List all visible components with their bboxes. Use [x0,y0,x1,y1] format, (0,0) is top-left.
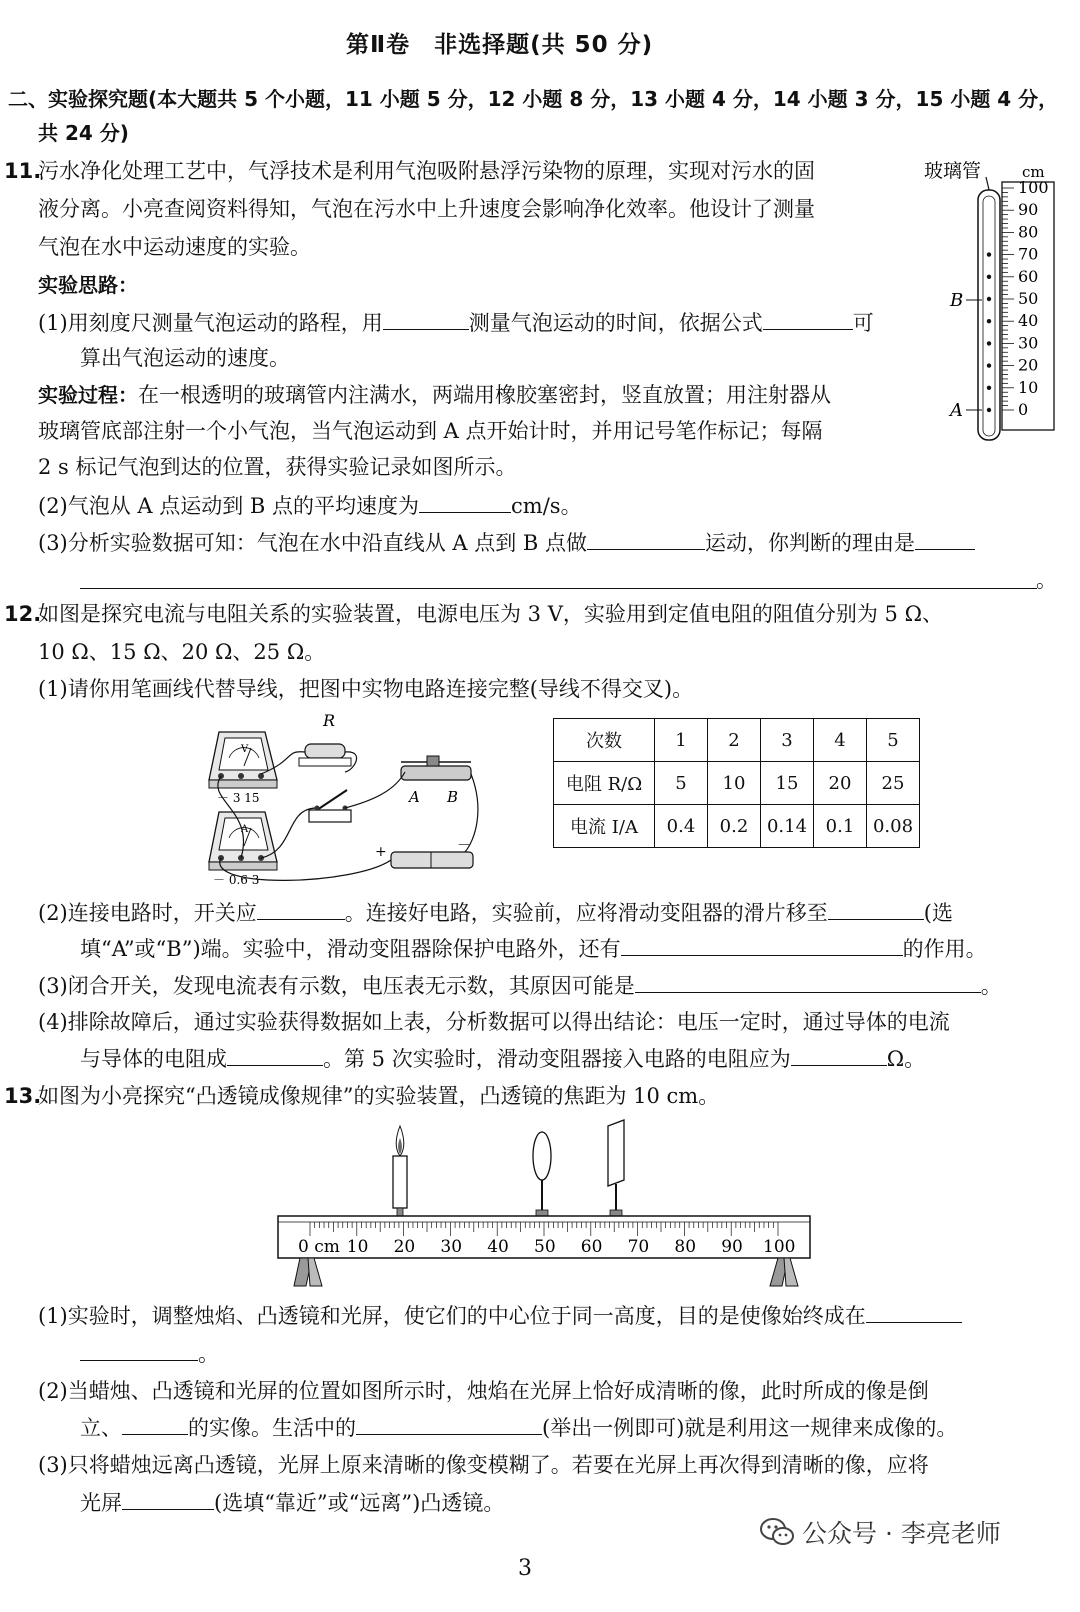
q13-p2-text-c: (举出一例即可)就是利用这一规律来成像的。 [542,1416,958,1440]
q12-p2-text-c: (选 [923,901,953,925]
q11-glass-tube [978,190,1000,440]
q11-process-line3: 2 s 标记气泡到达的位置，获得实验记录如图所示。 [38,455,517,479]
table-cell: 0.08 [867,805,920,848]
bench-scale-label: 70 [627,1237,650,1257]
rheostat-terminal-a: A [409,788,420,806]
bench-scale-label: 50 [534,1237,556,1257]
q13-p3-blank[interactable] [122,1487,214,1510]
q13-part3-line2 [80,1487,504,1518]
q11-idea-label: 实验思路： [38,273,138,297]
ruler-tick-label: 70 [1018,244,1039,264]
table-cell: 4 [814,719,867,762]
q12-part1: (1)请你用笔画线代替导线，把图中实物电路连接完整(导线不得交叉)。 [38,677,694,701]
q13-p1-blank2[interactable] [80,1338,198,1361]
table-cell: 5 [655,762,708,805]
q13-part2-line2 [80,1412,957,1443]
q13-p2-text-a: 立、 [80,1416,122,1440]
table-cell: 5 [867,719,920,762]
ruler-tick-label: 80 [1018,222,1039,242]
bench-scale-label: 40 [487,1237,509,1257]
rheostat-terminal-b: B [447,788,459,806]
table-cell: 20 [814,762,867,805]
table-row [554,762,920,805]
battery [375,838,473,868]
q12-p2-blank1[interactable] [257,897,345,920]
q11-process-line2: 玻璃管底部注射一个小气泡，当气泡运动到 A 点开始计时，并用记号笔作标记；每隔 [38,419,823,443]
q11-stem-line3: 气泡在水中运动速度的实验。 [38,235,311,259]
q13-p3-text-a: 光屏 [80,1491,122,1515]
q11-part2 [38,490,582,521]
q11-p1-text-a: (1)用刻度尺测量气泡运动的路程，用 [38,311,383,335]
q11-p1-blank2[interactable] [763,307,853,330]
ruler-tick-label: 90 [1018,200,1039,220]
bench-scale-label: 10 [346,1237,369,1257]
q11-p2-text-a: (2)气泡从 A 点运动到 B 点的平均速度为 [38,494,420,518]
q13-p1-text-a: (1)实验时，调整烛焰、凸透镜和光屏，使它们的中心位于同一高度，目的是使像始终成在 [38,1304,866,1328]
voltmeter [209,732,277,805]
q12-data-table [553,718,920,848]
q12-p2-text-b: 。连接好电路，实验前，应将滑动变阻器的滑片移至 [344,901,828,925]
table-cell: 10 [708,762,761,805]
ruler-tick-label: 60 [1018,266,1039,286]
table-cell: 0.4 [655,805,708,848]
q11-p1-blank1[interactable] [383,307,469,330]
q11-p3-answer-line[interactable] [80,566,1037,589]
bench-scale-label: 90 [721,1237,743,1257]
q12-part4-line2 [80,1043,925,1074]
q11-p3-text-a: (3)分析实验数据可知：气泡在水中沿直线从 A 点到 B 点做 [38,531,588,555]
ruler-tick-label: 50 [1018,289,1039,308]
q11-part3 [38,527,975,558]
q12-p3-blank[interactable] [635,970,981,993]
q12-p4-text-a: 与导体的电阻成 [80,1047,227,1071]
table-cell: 1 [655,719,708,762]
q12-part3 [38,970,1002,1001]
table-row [554,719,920,762]
ruler-tick-label: 20 [1018,355,1039,375]
q11-number: 11. [4,159,42,183]
table-cell: 0.14 [761,805,814,848]
q11-ruler-unit: cm [1022,163,1045,181]
bubble-mark [987,252,991,256]
q12-p2-blank3[interactable] [621,933,903,956]
q13-number: 13. [4,1084,42,1108]
table-cell: 2 [708,719,761,762]
q11-p2-text-b: cm/s。 [511,494,582,518]
bubble-mark [987,386,991,390]
q11-p2-blank[interactable] [419,490,511,513]
q11-point-b-label: B [950,290,964,311]
q12-p2-blank2[interactable] [828,897,924,920]
q11-process-line1 [38,380,831,410]
q13-part2-line1: (2)当蜡烛、凸透镜和光屏的位置如图所示时，烛焰在光屏上恰好成清晰的像，此时所成的像是倒 [38,1379,929,1403]
bench-scale-label: 60 [580,1237,603,1257]
ruler-tick-label: 100 [1018,178,1049,197]
q13-part3-line1: (3)只将蜡烛远离凸透镜，光屏上原来清晰的像变模糊了。若要在光屏上再次得到清晰的像，应将 [38,1453,929,1477]
q13-part1-line2 [80,1338,219,1369]
q12-circuit-figure [205,710,485,890]
bubble-mark [987,408,991,412]
table-cell: 次数 [554,719,655,762]
q12-stem-line2: 10 Ω、15 Ω、20 Ω、25 Ω。 [38,640,326,664]
q12-p3-text-b: 。 [980,974,1002,998]
q11-p3-blank2[interactable] [915,527,975,550]
light-screen [608,1120,624,1216]
q11-end-mark: 。 [1036,568,1057,592]
table-row [554,805,920,848]
section-title: 第Ⅱ卷 非选择题(共 50 分) [346,32,654,58]
bubble-mark [987,275,991,279]
q12-p4-text-b: 。第 5 次实验时，滑动变阻器接入电路的电阻应为 [323,1047,791,1071]
q11-p1-text-b: 测量气泡运动的时间，依据公式 [468,311,763,335]
table-cell: 3 [761,719,814,762]
convex-lens [533,1132,551,1216]
table-cell: 0.1 [814,805,867,848]
bubble-mark [987,363,991,367]
part2-heading: 二、实验探究题(本大题共 5 个小题，11 小题 5 分，12 小题 8 分，13 小题 4 分，14 小题 3 分，15 小题 4 分， [8,87,1059,111]
watermark [760,1514,1001,1550]
part2-heading-cont: 共 24 分) [38,121,129,145]
q12-number: 12. [4,602,42,626]
bench-scale-label: 100 [763,1237,796,1257]
fixed-resistor [299,711,351,766]
q12-part2-line2 [80,933,987,964]
ruler-tick-label: 40 [1018,311,1039,331]
q12-p4-text-c: Ω。 [886,1047,926,1071]
ammeter-terminals: － 0.6 3 [213,873,260,887]
q13-p2-blank1[interactable] [122,1412,188,1435]
q11-stem-line2: 液分离。小亮查阅资料得知，气泡在污水中上升速度会影响净化效率。他设计了测量 [38,197,815,221]
q13-p1-text-b: 。 [198,1342,219,1366]
q12-p4-blank2[interactable] [791,1043,887,1066]
table-cell: 25 [867,762,920,805]
q13-stem: 如图为小亮探究“凸透镜成像规律”的实验装置，凸透镜的焦距为 10 cm。 [38,1084,720,1108]
bubble-mark [987,341,991,345]
bench-scale-label: 20 [393,1237,416,1257]
q13-optical-bench-figure [270,1118,830,1296]
bubble-mark [987,319,991,323]
battery-plus: + [375,844,387,860]
bench-scale-label: 80 [674,1237,697,1257]
q13-p3-text-b: (选填“靠近”或“远离”)凸透镜。 [214,1491,505,1515]
table-cell: 电流 I/A [554,805,655,848]
table-cell: 0.2 [708,805,761,848]
ruler-tick-label: 10 [1018,377,1039,397]
q13-p1-blank1[interactable] [866,1300,962,1323]
table-cell: 15 [761,762,814,805]
q13-part1 [38,1300,962,1331]
q12-part4-line1: (4)排除故障后，通过实验获得数据如上表，分析数据可以得出结论：电压一定时，通过导体的电流 [38,1010,950,1034]
bubble-mark [987,297,991,301]
candle [393,1126,407,1216]
q11-stem-line1: 污水净化处理工艺中，气浮技术是利用气泡吸附悬浮污染物的原理，实现对污水的固 [38,159,815,183]
watermark-text: 公众号 · 李亮老师 [802,1519,1001,1548]
rheostat [401,756,471,806]
bench-scale-label: 30 [440,1237,463,1257]
q11-p3-text-b: 运动，你判断的理由是 [705,531,916,555]
bench-scale-label: 0 cm [298,1237,340,1257]
q12-p2-l2-text-b: 的作用。 [902,937,987,961]
resistor-label: R [323,711,336,730]
q11-tube-figure [920,152,1060,452]
q12-p3-text-a: (3)闭合开关，发现电流表有示数，电压表无示数，其原因可能是 [38,974,635,998]
ruler-tick-label: 0 [1018,400,1029,419]
q11-point-a-label: A [950,400,963,421]
voltmeter-terminals: － 3 15 [217,791,260,805]
battery-minus: － [457,838,471,854]
q13-p2-text-b: 的实像。生活中的 [188,1416,356,1440]
wechat-icon [760,1517,794,1547]
q13-p2-blank2[interactable] [356,1412,542,1435]
q11-process-label: 实验过程： [38,383,138,407]
switch [309,790,351,822]
q11-p1-text-c: 可 [852,311,874,335]
q11-p3-blank1[interactable] [587,527,705,550]
q11-tube-label: 玻璃管 [924,160,982,182]
page-number: 3 [518,1556,532,1581]
ruler-tick-label: 30 [1018,333,1039,353]
q11-part1 [38,307,874,338]
q12-p2-text-a: (2)连接电路时，开关应 [38,901,257,925]
q12-p4-blank1[interactable] [227,1043,323,1066]
q12-part2 [38,897,953,928]
q12-p2-l2-text-a: 填“A”或“B”)端。实验中，滑动变阻器除保护电路外，还有 [80,937,621,961]
q12-stem-line1: 如图是探究电流与电阻关系的实验装置，电源电压为 3 V，实验用到定值电阻的阻值分别为 5 Ω、 [38,602,943,626]
q11-process-text: 在一根透明的玻璃管内注满水，两端用橡胶塞密封，竖直放置；用注射器从 [138,383,831,407]
ammeter-symbol: A [241,824,249,835]
voltmeter-symbol: V [241,744,249,755]
table-cell: 电阻 R/Ω [554,762,655,805]
q11-part1-line2: 算出气泡运动的速度。 [80,346,290,370]
